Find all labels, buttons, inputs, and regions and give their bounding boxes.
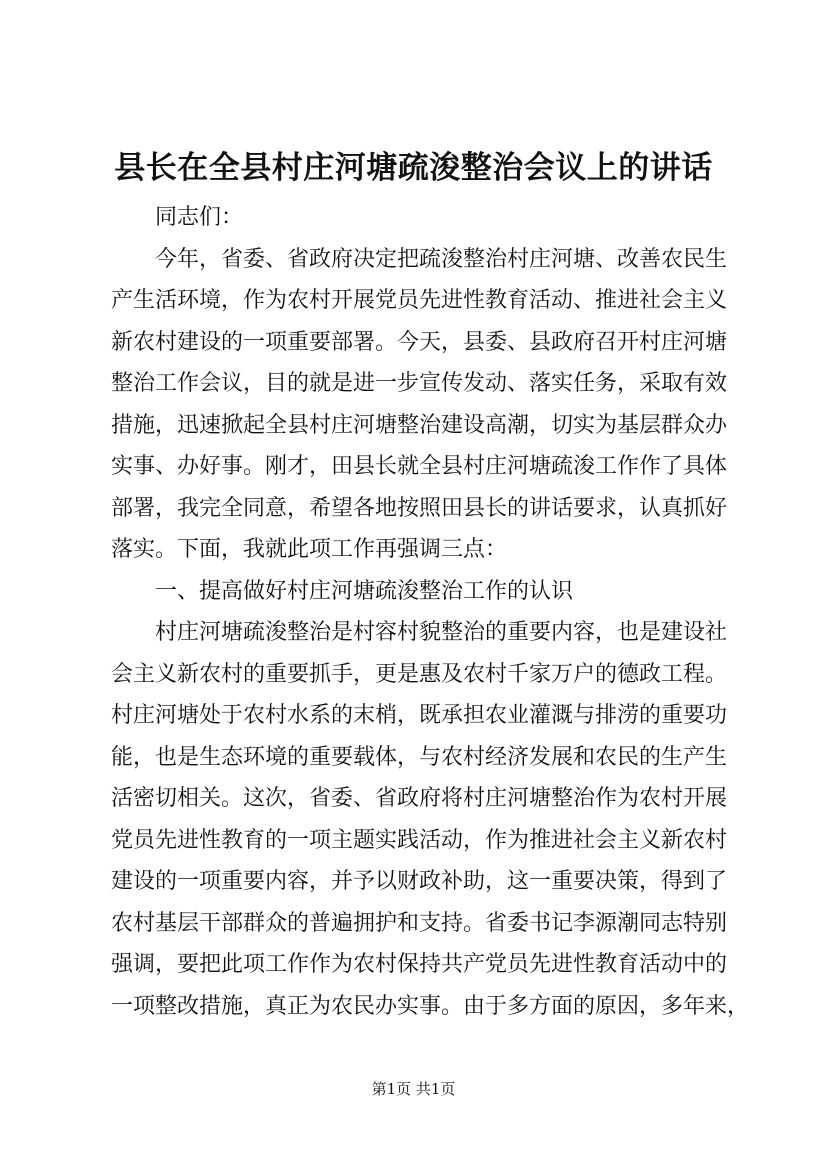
paragraph-line: 实事、办好事。刚才，田县长就全县村庄河塘疏浚工作作了具体 xyxy=(111,454,728,479)
paragraph-line: 强调，要把此项工作作为农村保持共产党员先进性教育活动中的 xyxy=(111,952,728,977)
document-title: 县长在全县村庄河塘疏浚整治会议上的讲话 xyxy=(114,150,713,186)
paragraph-line: 会主义新农村的重要抓手，更是惠及农村千家万户的德政工程。 xyxy=(111,661,728,687)
paragraph-line: 村庄河塘处于农村水系的末梢，既承担农业灌溉与排涝的重要功 xyxy=(111,703,728,728)
paragraph-line: 落实。下面，我就此项工作再强调三点： xyxy=(111,537,508,562)
document-body xyxy=(111,197,751,1027)
paragraph-line: 部署，我完全同意，希望各地按照田县长的讲话要求，认真抓好 xyxy=(111,495,728,521)
paragraph-line: 整治工作会议，目的就是进一步宣传发动、落实任务，采取有效 xyxy=(111,371,728,396)
paragraph-line: 一项整改措施，真正为农民办实事。由于多方面的原因，多年来， xyxy=(111,993,750,1019)
paragraph-line: 措施，迅速掀起全县村庄河塘整治建设高潮，切实为基层群众办 xyxy=(111,412,728,438)
salutation-line: 同志们： xyxy=(155,205,244,230)
paragraph-line: 村庄河塘疏浚整治是村容村貌整治的重要内容，也是建设社 xyxy=(155,620,728,645)
paragraph-line: 产生活环境，作为农村开展党员先进性教育活动、推进社会主义 xyxy=(111,288,728,313)
paragraph-line: 党员先进性教育的一项主题实践活动，作为推进社会主义新农村 xyxy=(111,827,728,853)
page-footer: 第1页 共1页 xyxy=(371,1080,456,1098)
paragraph-line: 今年，省委、省政府决定把疏浚整治村庄河塘、改善农民生 xyxy=(155,246,728,272)
section-heading: 一、提高做好村庄河塘疏浚整治工作的认识 xyxy=(155,578,574,604)
paragraph-line: 建设的一项重要内容，并予以财政补助，这一重要决策，得到了 xyxy=(111,869,728,894)
paragraph-line: 能，也是生态环境的重要载体，与农村经济发展和农民的生产生 xyxy=(111,744,728,770)
paragraph-line: 活密切相关。这次，省委、省政府将村庄河塘整治作为农村开展 xyxy=(111,786,728,811)
paragraph-line: 农村基层干部群众的普遍拥护和支持。省委书记李源潮同志特别 xyxy=(111,910,728,936)
paragraph-line: 新农村建设的一项重要部署。今天，县委、县政府召开村庄河塘 xyxy=(111,329,728,355)
